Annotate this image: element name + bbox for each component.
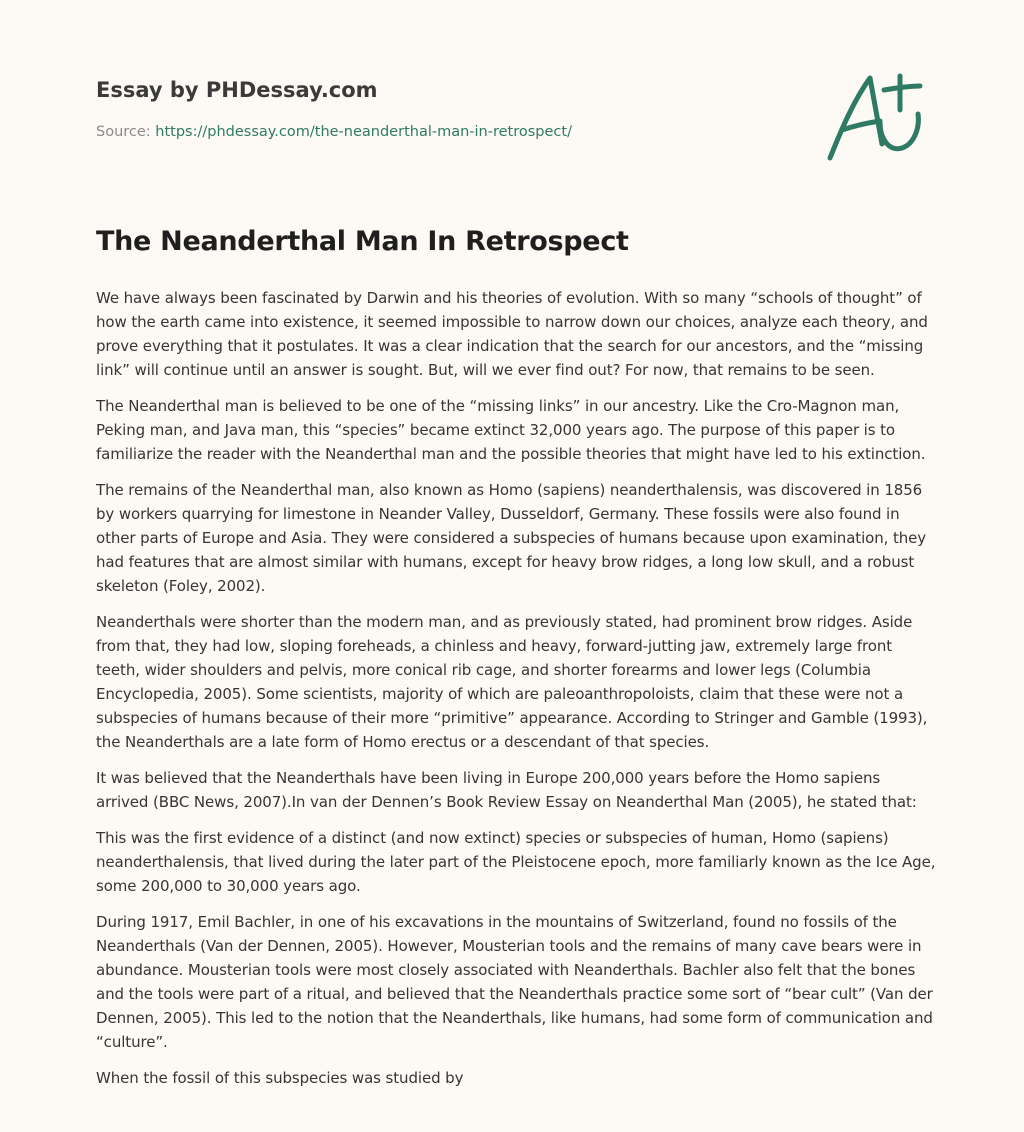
paragraph: Neanderthals were shorter than the modern man, and as previously stated, had prominent brow ridges. Aside from that, they had low, sloping foreheads, a chinless and heavy, forward-jutting jaw, extremely large front teeth, wider shoulders and pelvis, more conical rib cage, and shorter forearms and lower legs (Columbia Encyclopedia, 2005). Some scientists, majority of which are paleoanthropoloists, claim that these were not a subspecies of humans because of their more “primitive” appearance. According to Stringer and Gamble (1993), the Neanderthals are a late form of Homo erectus or a descendant of that species. (96, 613, 928, 751)
essay-body (96, 286, 936, 1102)
source-label: Source: (96, 124, 151, 140)
source-line (96, 124, 572, 140)
paragraph: When the fossil of this subspecies was studied by (96, 1069, 464, 1087)
paragraph: During 1917, Emil Bachler, in one of his excavations in the mountains of Switzerland, found no fossils of the Neanderthals (Van der Dennen, 2005). However, Mousterian tools and the remains of many cave bears were in abundance. Mousterian tools were most closely associated with Neanderthals. Bachler also felt that the bones and the tools were part of a ritual, and believed that the Neanderthals practice some sort of “bear cult” (Van der Dennen, 2005). This led to the notion that the Neanderthals, like humans, had some form of communication and “culture”. (96, 913, 933, 1051)
paragraph: It was believed that the Neanderthals have been living in Europe 200,000 years before the Homo sapiens arrived (BBC News, 2007).In van der Dennen’s Book Review Essay on Neanderthal Man (2005), he stated that: (96, 769, 917, 811)
paragraph: The Neanderthal man is believed to be one of the “missing links” in our ancestry. Like the Cro-Magnon man, Peking man, and Java man, this “species” became extinct 32,000 years ago. The purpose of this paper is to familiarize the reader with the Neanderthal man and the possible theories that might have led to his extinction. (96, 397, 926, 463)
source-link[interactable]: https://phdessay.com/the-neanderthal-man-in-retrospect/ (155, 124, 572, 140)
essay-title: The Neanderthal Man In Retrospect (96, 226, 629, 257)
site-brand: Essay by PHDessay.com (96, 78, 378, 102)
paragraph: The remains of the Neanderthal man, also known as Homo (sapiens) neanderthalensis, was discovered in 1856 by workers quarrying for limestone in Neander Valley, Dusseldorf, Germany. These fossils were also found in other parts of Europe and Asia. They were considered a subspecies of humans because upon examination, they had features that are almost similar with humans, except for heavy brow ridges, a long low skull, and a robust skeleton (Foley, 2002). (96, 481, 927, 595)
paragraph: This was the first evidence of a distinct (and now extinct) species or subspecies of human, Homo (sapiens) neanderthalensis, that lived during the later part of the Pleistocene epoch, more familiarly known as the Ice Age, some 200,000 to 30,000 years ago. (96, 829, 936, 895)
a-plus-logo-icon (820, 66, 930, 170)
paragraph: We have always been fascinated by Darwin and his theories of evolution. With so many “schools of thought” of how the earth came into existence, it seemed impossible to narrow down our choices, analyze each theory, and prove everything that it postulates. It was a clear indication that the search for our ancestors, and the “missing link” will continue until an answer is sought. But, will we ever find out? For now, that remains to be seen. (96, 289, 928, 379)
